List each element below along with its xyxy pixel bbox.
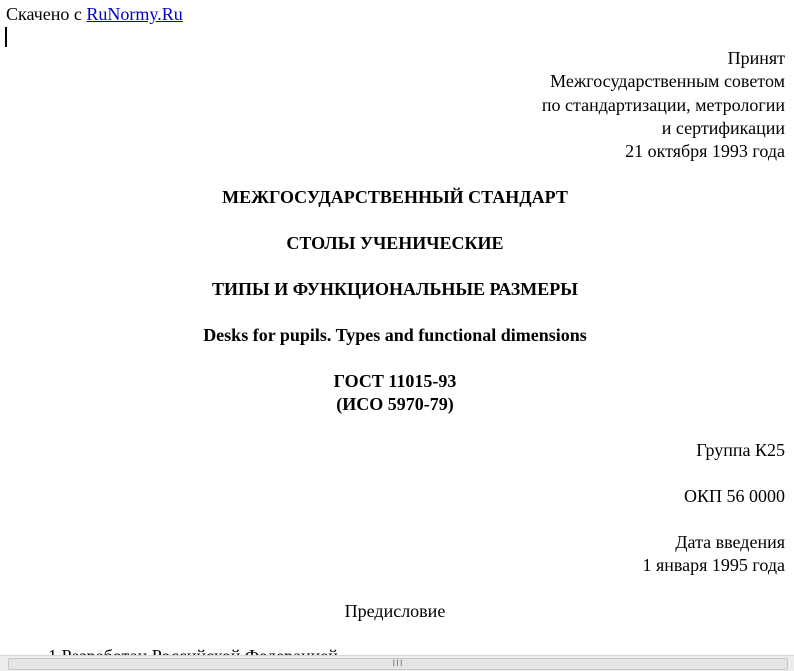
approval-line-4: и сертификации — [661, 118, 785, 138]
english-title: Desks for pupils. Types and functional dimensions — [203, 325, 587, 345]
text-cursor — [5, 27, 7, 47]
intro-date-value: 1 января 1995 года — [642, 555, 785, 575]
site-link[interactable]: RuNormy.Ru — [86, 4, 183, 24]
group-code: Группа К25 — [696, 440, 785, 460]
iso-number: (ИСО 5970-79) — [336, 394, 454, 414]
standard-type-heading: МЕЖГОСУДАРСТВЕННЫЙ СТАНДАРТ — [222, 187, 568, 207]
horizontal-scrollbar[interactable] — [0, 655, 794, 671]
okp-code: ОКП 56 0000 — [683, 486, 785, 506]
approval-date: 21 октября 1993 года — [625, 141, 785, 161]
scrollbar-grip-icon: III — [392, 659, 404, 669]
approval-line-1: Принят — [727, 48, 785, 68]
subtitle-heading: ТИПЫ И ФУНКЦИОНАЛЬНЫЕ РАЗМЕРЫ — [212, 279, 578, 299]
preface-heading: Предисловие — [344, 601, 446, 621]
scrollbar-thumb[interactable] — [8, 658, 788, 670]
approval-line-3: по стандартизации, метрологии — [541, 95, 785, 115]
intro-date-label: Дата введения — [675, 532, 785, 552]
subject-heading: СТОЛЫ УЧЕНИЧЕСКИЕ — [286, 233, 504, 253]
downloaded-from-line — [6, 3, 183, 26]
approval-line-2: Межгосударственным советом — [550, 71, 785, 91]
downloaded-prefix: Скачено с — [6, 4, 82, 24]
gost-number: ГОСТ 11015-93 — [333, 371, 457, 391]
